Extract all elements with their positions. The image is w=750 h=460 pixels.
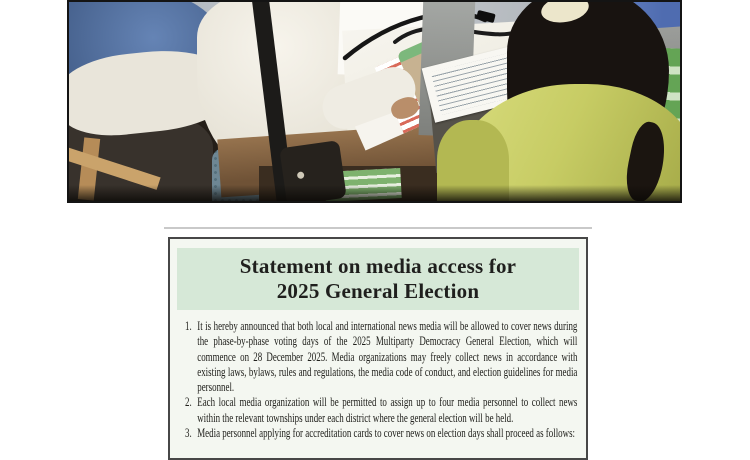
statement-title-line-1: Statement on media access for xyxy=(239,254,517,278)
statement-title xyxy=(177,248,579,304)
statement-item-3-text: Media personnel applying for accreditation cards to cover news on election days shall proceed as follows: xyxy=(197,426,576,441)
statement-title-line-2: 2025 General Election xyxy=(276,279,480,303)
page-separator-line xyxy=(164,227,592,229)
statement-body xyxy=(185,319,585,441)
statement-item-3-number: 3. xyxy=(185,426,192,441)
statement-item-1-text: It is hereby announced that both local and international news media will be allowed to cover news during the phase-by-phase voting days of the 2025 Multiparty Democracy General Election, which will commence on 28 December 2025. Media organizations may freely collect news in accordance with existing laws, bylaws, rules and regulations, the media code of conduct, and election guidelines for media personnel. xyxy=(197,319,578,395)
statement-item-1-number: 1. xyxy=(185,319,192,333)
photo-bottom-shade xyxy=(69,185,680,201)
statement-list xyxy=(185,319,577,441)
statement-document xyxy=(168,237,588,460)
bag-ring xyxy=(297,171,305,179)
statement-item-2-text: Each local media organization will be permitted to assign up to four media personnel to collect news within the relevant townships under each district where the general election will be held. xyxy=(197,395,578,425)
statement-item-3 xyxy=(185,426,577,441)
statement-item-1 xyxy=(185,319,577,395)
statement-item-2 xyxy=(185,395,577,426)
statement-title-banner xyxy=(177,248,579,310)
election-photo xyxy=(67,0,682,203)
statement-item-2-number: 2. xyxy=(185,395,192,410)
